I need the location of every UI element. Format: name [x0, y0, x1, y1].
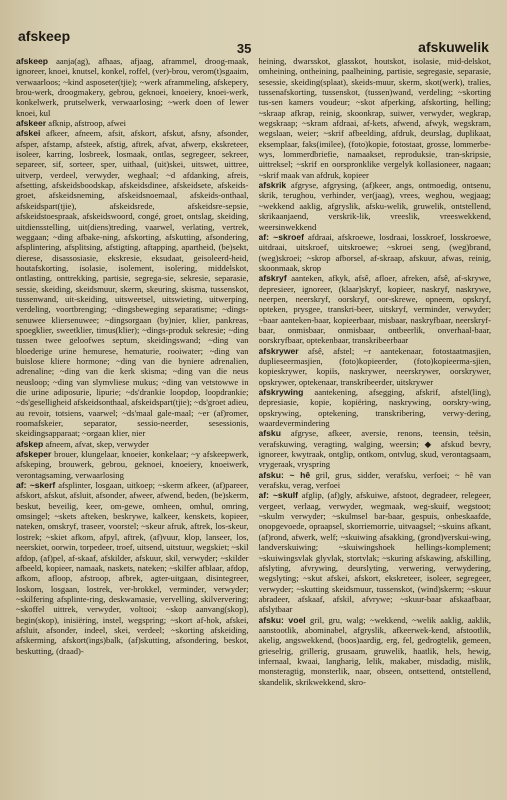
dictionary-entry — [259, 273, 492, 345]
dictionary-entry — [16, 480, 249, 656]
entry-text: afknip, afstroop, afwei — [46, 118, 127, 129]
left-column — [16, 56, 249, 786]
entry-text: aanja(ag), afhaas, afjaag, aframmel, droog-maak, ignoreer, knoei, knutsel, konkel, roffel, (ver)-brou, verom(t)sgaaim, verwaarloos; ~kind asposeter(tjie); ~werk aframmeling, afskepery, brou-werk, droogmakery, gebrou, geknoei, knoeiery, knoei-werk, konkelwerk, prutselwerk, verwaarlosing; ~werk doen of lewer knoei, kul — [16, 56, 249, 118]
entry-headword: afskei — [16, 128, 41, 139]
dictionary-entry — [259, 428, 492, 469]
entry-headword: afskrywer — [258, 345, 299, 356]
right-column — [259, 56, 492, 786]
dictionary-entry — [16, 56, 249, 118]
dictionary-entry — [16, 449, 249, 480]
entry-text: brouer, klungelaar, knoeier, konkelaar; ~y afskeepwerk, afskeping, brouwerk, gebrou, geknoei, knoeiery, knoeiwerk, verontagsaming, verwaarlosing — [16, 449, 249, 480]
entry-text: afsplinter, losgaan, uitkoep; ~skerm afkeer, (af)pareer, afskort, afskut, afsluit, afsonder, afweer, afwend, beden, (be)skerm, beskut, beveilig, keer, om-gewe, omheen, omhul, omring, omsingel; ~skets afteken, beskrywe, kalkeer, kenskets, kopieer, nateken, omskryf, traseer, voorstel; ~skeur afruk, aftrek, los-skeur, lostrek; ~skiet afkom, afpyl, aftrek, (af)vuur, klop, lanseer, los, neerskiet, oorwin, torpedeer, troef, uitsend, uitstuur, wegskiet; ~skil afdop, (af)pel, af-skaaf, afskilder, afskuur, skil, verwyder; ~skilder afbeeld, kopieer, namaak, naskets, nateken; ~skilfer afblaar, afdop, afkom, afloop, afstroop, afbrek, agter-uitgaan, disintegreer, loskom, losgaan, lostrek, ver-brokkel, verminder, verwyder; ~skilfering afsplinte-ring, deskwamasie, vervelling, skilververing; ~skoffel uittrek, verwyder, voltooi; ~skop aanvang(skop), begin(skop), inisiëring, instel, wegspring; ~skort af-hok, afskei, afsluit, afsonder, indeel, skei, verdeel; ~skorting afskeiding, afskerming, afskort(ings)balk, (af)skutting, afsondering, beskot, beskutting, (draad)- — [16, 480, 249, 656]
right-guide-word: afskuwelik — [418, 39, 489, 55]
entry-headword: afskrywing — [258, 387, 304, 397]
dictionary-entry — [259, 490, 492, 614]
entry-text: afdraai, afskroewe, losdraai, losskroef, losskroewe, uitdraai, uitskroef, uitskroewe; ~skroei seng, (weg)brand, (weg)skroei; ~skrop afborsel, af-skraap, afskuur, afwas, reinig, skoonmaak, skrop — [258, 231, 491, 273]
dictionary-entry — [259, 232, 492, 273]
dictionary-entry — [16, 118, 249, 128]
dictionary-entry — [259, 470, 492, 491]
entry-text: aanteken, afkyk, afsê, afloer, afreken, afsê, af-skrywe, depresieer, ignoreer, (klaar)skryf, kopieer, naskryf, naskrywe, neerpen, neerskryf, oorskryf, oor-skrewe, opneem, opskryf, opteken, prysgee, transkri-beer, uitskryf, verminder, verwyder; ~baar aanteken-baar, kopieerbaar, misbaar, naskryfbaar, neerskryf-baar, onmisbaar, onmisbaar, ontbeerlik, onverhaal-baar, oorskryfbaar, optekenbaar, transkribeerbaar — [258, 273, 491, 346]
entry-text: afgryse, afgrysing, (af)keer, angs, ontmoedig, ontsenu, skrik, terughou, verhinder, ver(jaag), vrees, weghou, wegjaag; ~wekkend aaklig, afgryslik, afsku-welik, gruwelik, ontstellend, skrikaanjaend, verskrik-lik, vreeslik, vreeswekkend, weersinwekkend — [258, 180, 491, 232]
entry-headword: afsku — [258, 428, 281, 439]
dictionary-entry — [259, 346, 492, 387]
dictionary-entry — [259, 615, 492, 687]
entry-text: heining, dwarsskot, glasskot, houtskot, isolasie, mid-delskot, omheining, ontheining, paalheining, partisie, segregasie, separasie, sesessie, skeiding(splaat), skeids-muur, skerm, skot(werk), tralies, tussenafskorting, tussenskot, (tussen)wand, verdeling; ~skorting tus-sen kamers voudeur; ~skot afperking, afskorting, helling; ~skraap afkrap, reinig, skoonkrap, suiwer, verwyder, wegkrap, wegskraap; ~skram afdraai, af-kets, afwend, afwyk, wegskram, wegslaan, weier; ~skrif afbeelding, afdruk, deurslag, duplikaat, eksemplaar, faks(imilee), (foto)kopie, fotostaat, grosse, lommerbe-wys, lommerdbriefie, namaakset, reproduksie, tran-skripsie, uittreksel; ~skrif en oorspronklike vergelyk kollasioneer, nagaan; ~skrif maak van afdruk, kopieer — [258, 56, 491, 180]
entry-headword: afskeer — [16, 118, 47, 129]
left-guide-word: afskeep — [18, 28, 71, 44]
entry-headword: afsku: ~ hê — [258, 469, 311, 480]
entry-text: aantekening, afsegging, afskrif, afstel(ling), depresiasie, kopie, kopiëring, naskrywing, oorskry-wing, opskrywing, optekening, transkribering, verwy-dering, waardevermindering — [258, 387, 491, 429]
entry-headword: afsku: voel — [258, 614, 306, 625]
entry-text: afneem, afvat, skep, verwyder — [43, 438, 149, 449]
entry-headword: afskryf — [258, 273, 287, 284]
dictionary-entry — [259, 180, 492, 232]
text-columns — [16, 56, 491, 786]
entry-text: gril, gru, walg; ~wekkend, ~welik aaklig, aaklik, aanstootlik, abominabel, afgryslik, afkeerwek-kend, afstootlik, akelig, angswekkend, (boos)aardig, erg, fel, gedrogtelik, gemeen, grieselrig, grillerig, grusaam, gruwelik, haatlik, hels, hewig, infernaal, kwaai, langharig, lelik, makaber, misdadig, mislik, monsteragtig, monsterlik, naar, obseen, ontsettend, ontstellend, skandelik, skrikwekkend, skro- — [258, 614, 491, 687]
page-number: 35 — [236, 41, 252, 56]
entry-headword: afskeep — [16, 56, 49, 66]
dictionary-entry — [16, 128, 249, 438]
page-header — [16, 14, 491, 56]
entry-headword: af: ~skroef — [258, 231, 304, 242]
entry-text: afsê, afstel; ~r aantekenaar, fotostaatmasjien, duplieseermasjien, (foto)kopieerder, (foto)kopieerma-sjien, kopieskrywer, kopiïs, naskrywer, neerskrywer, oorskrywer, opskrywer, optekenaar, transkribeerder, uitskrywer — [258, 345, 491, 387]
entry-headword: af: ~skulf — [258, 490, 298, 501]
entry-headword: afskrik — [258, 180, 287, 191]
dictionary-entry — [259, 56, 492, 180]
entry-text: afglip, (af)gly, afskuiwe, afstoot, degradeer, relegeer, vergeet, verlaag, verwyder, wegmaak, weg-skuif, wegstoot; ~skulm verwyder; ~skulmsel bar-baar, gespuis, onbeskaafde, onopgevoede, opraapsel, skorriemorrie, uitvaagsel; ~skuins afkant, (af)rond, afwerk, welf; ~skuiwing afsakking, (grond)verskui-wing, landverskuiwing; ~skuiwingshoek hellings-komplement; ~skuiwingsvlak glyvlak, stortvlak; ~skuring afskawing, afskilling, afslyting, afvrywing, deurslyting, verwering, verwydering, wegslyting; ~skut afskei, afskort, ekskreteer, isoleer, segregeer, verwyder; ~skutting skeidsmuur, tussenskot, (wind)skerm; ~skuur abradeer, afskaaf, afskil, afvrywe; ~skuur-baar afskaafbaar, afslytbaar — [258, 490, 491, 615]
entry-headword: afskep — [16, 438, 44, 449]
entry-text: afkeer, afneem, afsit, afskort, afskut, afsny, afsonder, afsper, afstamp, afsteek, afstig, aftrek, afvat, afwerp, ekskreteer, isoleer, karring, losbreek, losmaak, ontlas, segregeer, sekreer, separeer, sif, sorteer, sper, uithaal, (uit)skei, uitswet, uittree, uitverp, verdeel, verwyder, weghaal; ~d afdanking, afreis, afsetting, afskeidsboodskap, afskeidsdinee, afskeidsete, afskeids-groet, afskeidsneming, afskeidsnoemaal, afskeids-onthaal, afskeidspart(tjie), afskeidsrede, afskeidsre-sepsie, afskeidstoespraak, afskeidswoord, congé, groet, ontslag, skeiding, uitdiensstelling, uit(diens)treding, vaarwel, verlating, vertrek, weggaan; ~ding afbake-ning, afskorting, afskutting, afsondering, afsplintering, afsplitsing, afstigting, aftapping, apartheid, (be)sekt, dierese, disassosiasie, ekskresie, eksudaat, geisoleerd-heid, houtafskorting, isolasie, isolement, isolering, middelskot, ontlasting, onttrekking, partisie, segrega-sie, sekresie, separasie, sessie, skeiding, skeidsmuur, skerm, skeuring, skisma, tussenskot, tussenwand, uit-skeiding, uitsweetsel, uitswieting, uitwerping, verdeling, voortbrenging; ~dingsbeweging separatisme; ~dings-senuwee kliersenuwee; ~dingsorgaan (by)nier, klier, pankreas, spoegklier, sweetklier, timus(klier); ~dings-produk sekresie; ~ding tussen twee geloofwes septum, skeidingswand; ~ding van bloederige urine hemurese, hematurie, rooiwater; ~ding van buislose kliere hormone; ~ding van die byniere adrenalien, adrenaline; ~ding van die kerk skisma; ~ding van die neus neusloop; ~ding van slymvliese mukus; ~ding van vetstowwe in die urine adiposurie, lipurie; ~ds'drankie loopdop, loopdrankie; ~ds'geselligheid afskeidsonthaal, afskeidspart(tjie); ~ds'groet adieu, au revoir, totsiens, vaarwel; ~ds'maal gale-maal; ~er (af)romer, roomafskeier, separator, sessio-neerder, sesessionis, skeidingsapparaat; ~orgaan klier, nier — [16, 128, 249, 439]
dictionary-entry — [259, 387, 492, 428]
entry-text: gril, grus, sidder, verafsku, verfoei; ~ hê van verafsku, verag, verfoei — [258, 469, 491, 491]
entry-headword: afskeper — [16, 449, 52, 460]
entry-text: afgryse, afkeer, aversie, renons, teensin, teësin, verafskuwing, veragting, walging, weersin; ◆ afskud bevry, ignoreer, kwytraak, ontglip, ontkom, ontvlug, skud, verontagsaam, vrygeraak, vryspring — [258, 428, 491, 470]
entry-headword: af: ~skerf — [16, 480, 56, 491]
dictionary-entry — [16, 439, 249, 449]
